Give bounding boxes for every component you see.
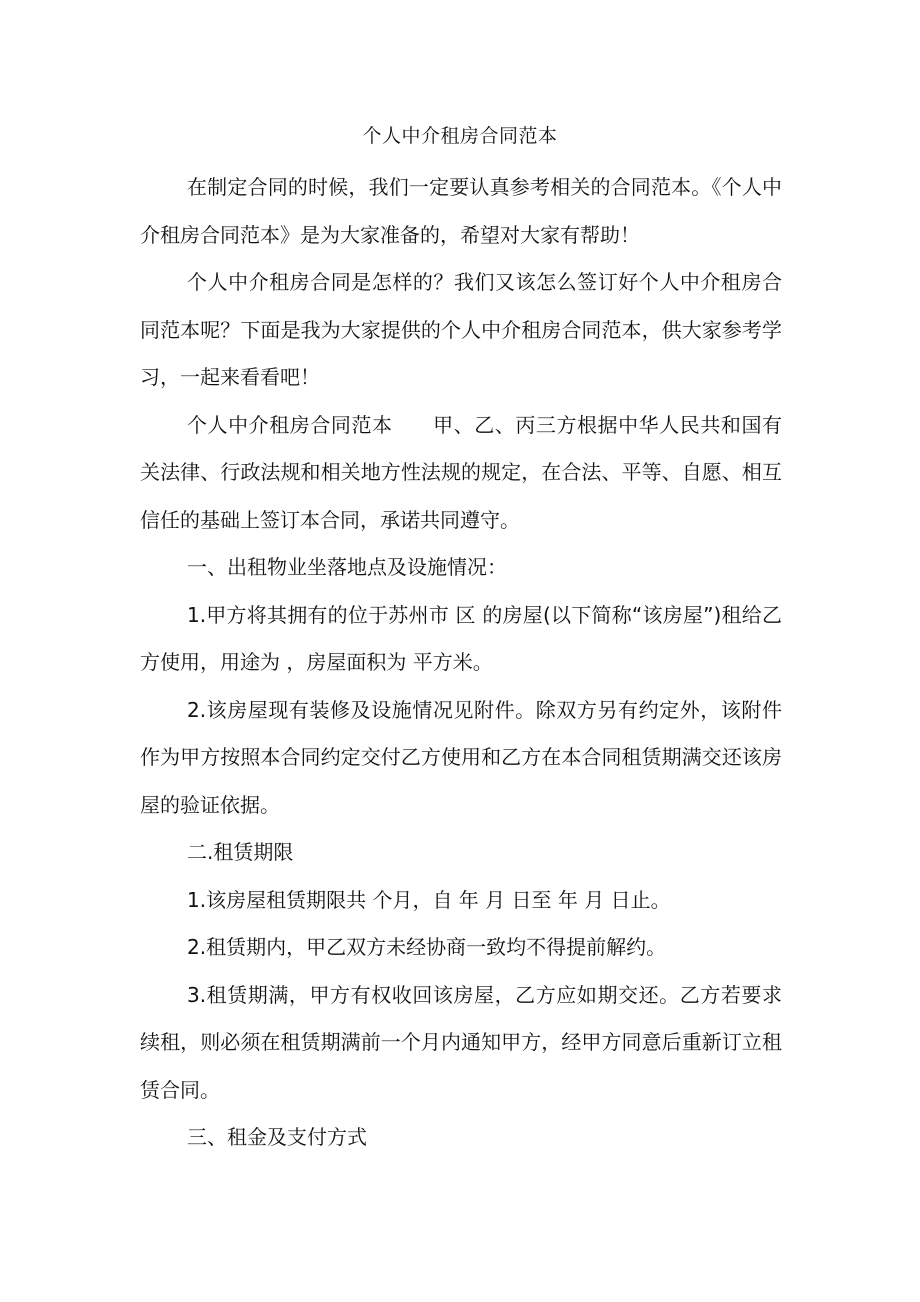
section-2-item-2: 2.租赁期内，甲乙双方未经协商一致均不得提前解约。 — [187, 935, 667, 959]
intro-paragraph-2: 个人中介租房合同是怎样的？我们又该怎么签订好个人中介租房合同范本呢？下面是我为大家提供的个人中介租房合同范本，供大家参考学习，一起来看看吧！ — [140, 270, 782, 389]
preamble-heading: 个人中介租房合同范本 — [187, 412, 393, 437]
section-1-item-1: 1.甲方将其拥有的位于苏州市 区 的房屋(以下简称“该房屋”)租给乙方使用，用途为 ，房屋面积为 平方米。 — [140, 602, 782, 674]
section-1-item-2: 2.该房屋现有装修及设施情况见附件。除双方另有约定外，该附件作为甲方按照本合同约定交付乙方使用和乙方在本合同租赁期满交还该房屋的验证依据。 — [140, 697, 782, 817]
preamble-text: 甲、乙、丙三方根据中华人民共和国有关法律、行政法规和相关地方性法规的规定，在合法、平等、自愿、相互信任的基础上签订本合同，承诺共同遵守。 — [140, 412, 783, 532]
section-2-item-1: 1.该房屋租赁期限共 个月，自 年 月 日至 年 月 日止。 — [187, 887, 671, 912]
contract-preamble — [140, 402, 782, 545]
section-1-title: 一、出租物业坐落地点及设施情况： — [187, 555, 507, 579]
document-body — [140, 164, 782, 1162]
section-3-title: 三、租金及支付方式 — [187, 1125, 367, 1149]
intro-paragraph-1: 在制定合同的时候，我们一定要认真参考相关的合同范本。《个人中介租房合同范本》是为大家准备的，希望对大家有帮助！ — [140, 175, 782, 247]
section-2-item-3: 3.租赁期满，甲方有权收回该房屋，乙方应如期交还。乙方若要求续租，则必须在租赁期满前一个月内通知甲方，经甲方同意后重新订立租赁合同。 — [140, 982, 782, 1102]
section-2-title: 二.租赁期限 — [187, 840, 294, 864]
document-title: 个人中介租房合同范本 — [362, 125, 558, 147]
